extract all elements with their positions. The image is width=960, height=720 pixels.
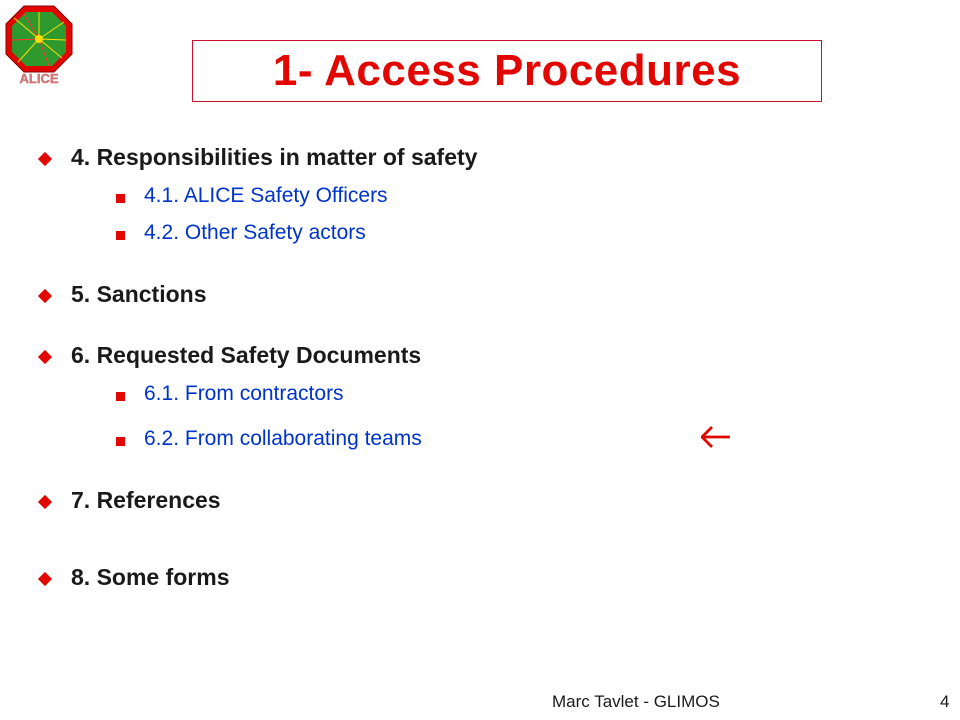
diamond-bullet-icon bbox=[38, 572, 52, 586]
diamond-bullet-icon bbox=[38, 152, 52, 166]
diamond-bullet-icon bbox=[38, 289, 52, 303]
alice-logo bbox=[4, 4, 74, 86]
item-label: 5. Sanctions bbox=[71, 281, 207, 307]
title-box bbox=[192, 40, 822, 102]
item-label: 8. Some forms bbox=[71, 564, 230, 590]
diamond-bullet-icon bbox=[38, 350, 52, 364]
square-bullet-icon bbox=[116, 231, 125, 240]
square-bullet-icon bbox=[116, 194, 125, 203]
item-label: 4. Responsibilities in matter of safety bbox=[71, 144, 478, 170]
square-bullet-icon bbox=[116, 392, 125, 401]
left-arrow-icon bbox=[701, 425, 731, 449]
square-bullet-icon bbox=[116, 437, 125, 446]
item-label: 6.1. From contractors bbox=[144, 382, 344, 405]
item-label: 6.2. From collaborating teams bbox=[144, 427, 422, 450]
item-label: 4.2. Other Safety actors bbox=[144, 221, 366, 244]
logo-text: ALICE bbox=[19, 71, 59, 86]
page-number: 4 bbox=[940, 692, 950, 711]
footer-author: Marc Tavlet - GLIMOS bbox=[552, 692, 720, 711]
item-label: 4.1. ALICE Safety Officers bbox=[144, 184, 388, 207]
slide-title: 1- Access Procedures bbox=[272, 46, 742, 95]
diamond-bullet-icon bbox=[38, 495, 52, 509]
item-label: 6. Requested Safety Documents bbox=[71, 342, 422, 368]
item-label: 7. References bbox=[71, 487, 221, 513]
